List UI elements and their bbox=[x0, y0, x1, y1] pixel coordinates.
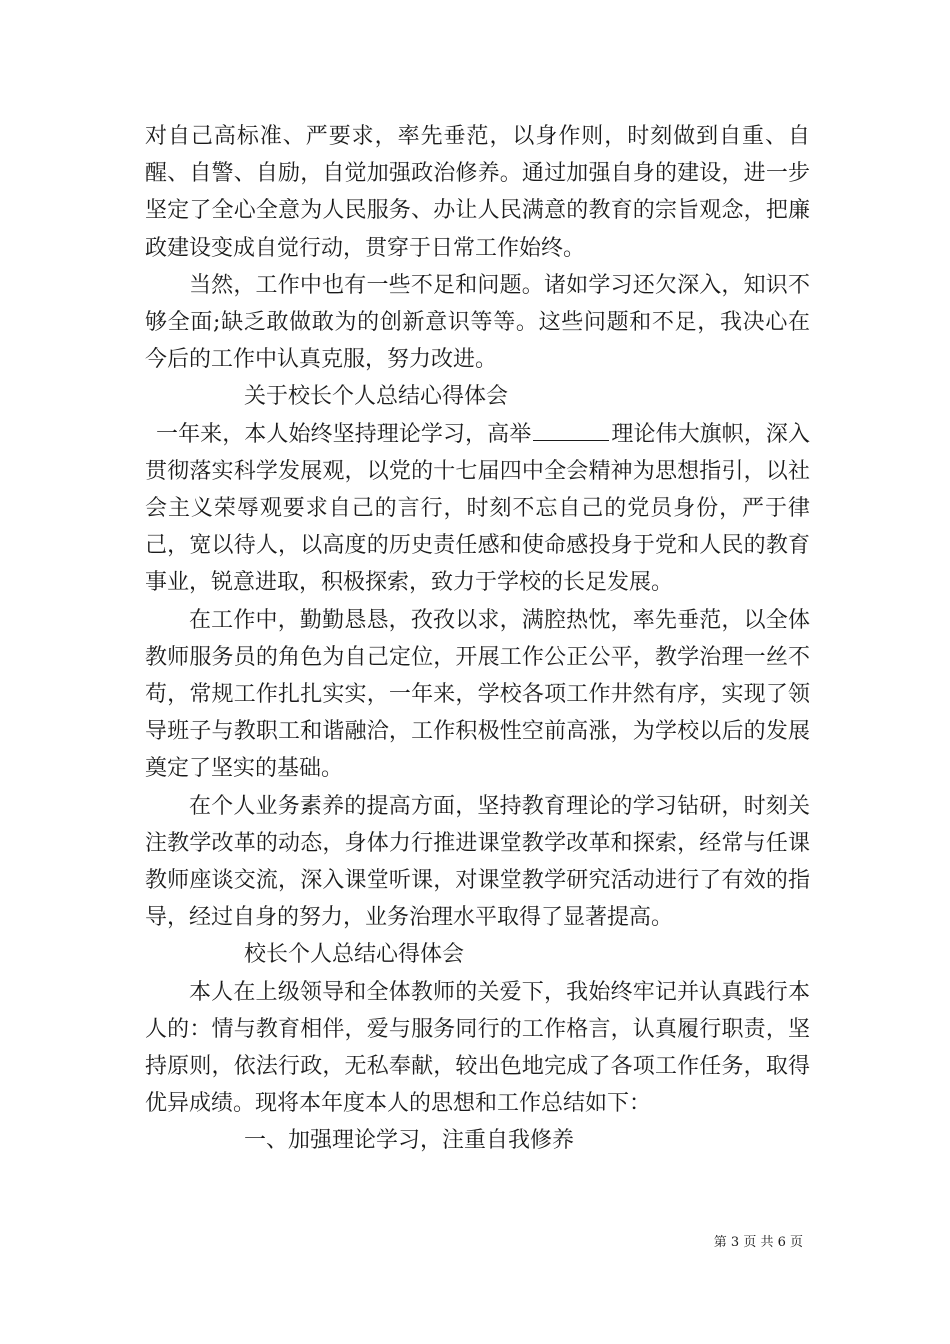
section-heading-1: 关于校长个人总结心得体会 bbox=[244, 384, 509, 410]
fill-in-blank bbox=[533, 422, 609, 441]
page-number: 第 3 页 共 6 页 bbox=[713, 1235, 803, 1250]
paragraph-3-part-b: 理论伟大旗帜，深入贯彻落实科学发展观，以党的十七届四中全会精神为思想指引，以社会主义荣辱观要求自己的言行，时刻不忘自己的党员身份，严于律己，宽以待人，以高度的历史责任感和使命感投身于党和人民的教育事业，锐意进取，积极探索，致力于学校的长足发展。 bbox=[145, 421, 810, 596]
paragraph-3-part-a: 一年来，本人始终坚持理论学习，高举 bbox=[156, 421, 532, 447]
paragraph-1: 对自己高标准、严要求，率先垂范，以身作则，时刻做到自重、自醒、自警、自励，自觉加强政治修养。通过加强自身的建设，进一步坚定了全心全意为人民服务、办让人民满意的教育的宗旨观念，把廉政建设变成自觉行动，贯穿于日常工作始终。 bbox=[145, 124, 810, 261]
section-heading-2: 校长个人总结心得体会 bbox=[244, 942, 465, 968]
paragraph-5: 在个人业务素养的提高方面，坚持教育理论的学习钻研，时刻关注教学改革的动态，身体力行推进课堂教学改革和探索，经常与任课教师座谈交流，深入课堂听课，对课堂教学研究活动进行了有效的指导，经过自身的努力，业务治理水平取得了显著提高。 bbox=[145, 793, 810, 931]
document-body bbox=[145, 118, 810, 1160]
paragraph-2: 当然，工作中也有一些不足和问题。诸如学习还欠深入，知识不够全面;缺乏敢做敢为的创新意识等等。这些问题和不足，我决心在今后的工作中认真克服，努力改进。 bbox=[145, 272, 810, 373]
paragraph-3 bbox=[145, 416, 810, 602]
section-heading-3: 一、加强理论学习，注重自我修养 bbox=[244, 1128, 575, 1154]
paragraph-4: 在工作中，勤勤恳恳，孜孜以求，满腔热忱，率先垂范，以全体教师服务员的角色为自己定位，开展工作公正公平，教学治理一丝不苟，常规工作扎扎实实，一年来，学校各项工作井然有序，实现了领导班子与教职工和谐融洽，工作积极性空前高涨，为学校以后的发展奠定了坚实的基础。 bbox=[145, 607, 810, 782]
paragraph-6: 本人在上级领导和全体教师的关爱下，我始终牢记并认真践行本人的：情与教育相伴，爱与服务同行的工作格言，认真履行职责，坚持原则，依法行政，无私奉献，较出色地完成了各项工作任务，取得优异成绩。现将本年度本人的思想和工作总结如下： bbox=[145, 979, 810, 1117]
